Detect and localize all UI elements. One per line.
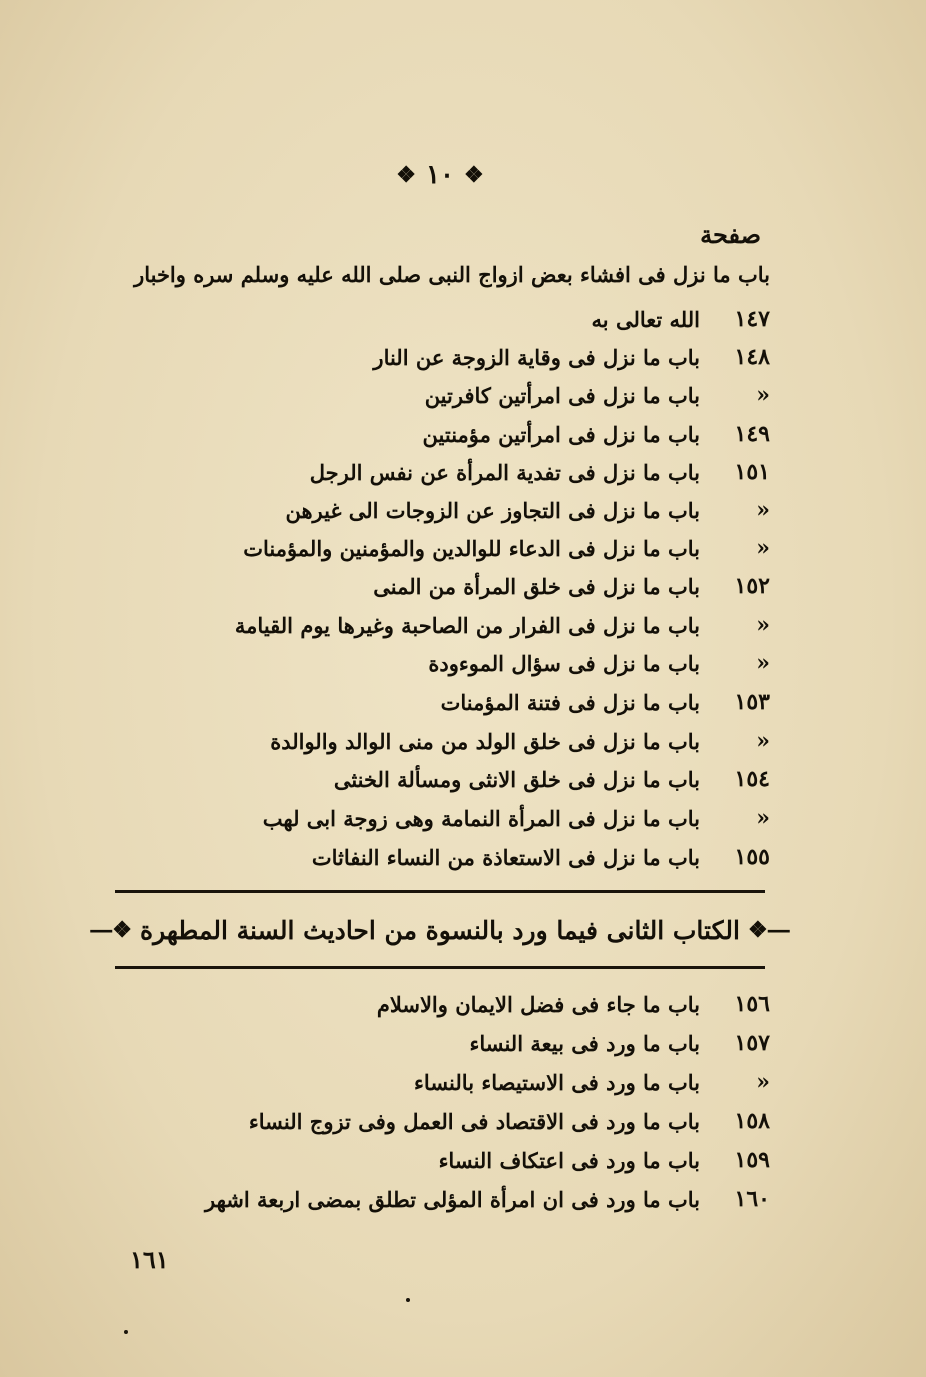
entry-page-number: «	[756, 805, 770, 831]
entry-title: باب ما نزل فى الفرار من الصاحبة وغيرها يوم القيامة	[234, 612, 700, 638]
entry-title: باب ما ورد فى ان امرأة المؤلى تطلق بمضى اربعة اشهر	[205, 1186, 700, 1212]
toc-entry	[110, 1102, 770, 1140]
entry-page-number: ١٥٤	[734, 766, 770, 792]
entry-page-number: ١٥٩	[734, 1147, 770, 1173]
entry-title: باب ما نزل فى سؤال الموءودة	[428, 650, 700, 676]
ornament-left-icon: ❖―	[90, 917, 133, 943]
top-divider	[115, 890, 765, 893]
entry-page-number: ١٥٨	[734, 1108, 770, 1134]
toc-entry	[110, 376, 770, 414]
page-number: ١٦١	[130, 1245, 169, 1274]
entry-title: الله تعالى به	[591, 306, 700, 332]
entry-title: باب ما نزل فى خلق المرأة من المنى	[373, 573, 700, 599]
entry-page-number: «	[756, 382, 770, 408]
header-page-number	[380, 155, 500, 195]
entry-page-number: ١٥١	[734, 459, 770, 485]
entry-title: باب ما نزل فى التجاوز عن الزوجات الى غيرهن	[285, 497, 700, 523]
entry-page-number: «	[756, 1069, 770, 1095]
entry-title: باب ما نزل فى امرأتين كافرتين	[424, 382, 700, 408]
entry-page-number: «	[756, 612, 770, 638]
toc-entry	[110, 683, 770, 721]
ornament-right-icon: ―❖	[747, 917, 790, 943]
toc-entry	[110, 300, 770, 338]
entry-title: باب ما ورد فى بيعة النساء	[469, 1030, 700, 1056]
toc-entry	[110, 1180, 770, 1218]
toc-entry	[110, 799, 770, 837]
toc-entry	[110, 453, 770, 491]
toc-entry	[110, 606, 770, 644]
entry-page-number: ١٥٢	[734, 573, 770, 599]
toc-entry	[110, 644, 770, 682]
intro-line: باب ما نزل فى افشاء بعض ازواج النبى صلى الله عليه وسلم سره واخبار	[134, 262, 770, 287]
toc-entry	[110, 491, 770, 529]
entry-title: باب ما نزل فى الدعاء للوالدين والمؤمنين والمؤمنات	[243, 535, 700, 561]
entry-title: باب ما نزل فى وقاية الزوجة عن النار	[373, 344, 700, 370]
toc-entry	[110, 985, 770, 1023]
toc-entry	[110, 838, 770, 876]
toc-entry	[110, 529, 770, 567]
entry-page-number: «	[756, 650, 770, 676]
toc-entry	[110, 567, 770, 605]
header-number: ١٠	[426, 160, 454, 190]
entry-title: باب ما نزل فى امرأتين مؤمنتين	[422, 421, 700, 447]
entry-page-number: «	[756, 535, 770, 561]
entry-page-number: «	[756, 728, 770, 754]
entry-page-number: ١٤٨	[734, 344, 770, 370]
ornament-left-icon: ❖	[396, 162, 417, 188]
entry-page-number: ١٦٠	[734, 1186, 770, 1212]
toc-entry	[110, 415, 770, 453]
entry-title: باب ما نزل فى تفدية المرأة عن نفس الرجل	[309, 459, 700, 485]
entry-title: باب ما نزل فى خلق الانثى ومسألة الخنثى	[333, 766, 700, 792]
entry-title: باب ما نزل فى الاستعاذة من النساء النفاثات	[311, 844, 700, 870]
toc-entry	[110, 722, 770, 760]
entry-page-number: ١٥٥	[734, 844, 770, 870]
ornament-right-icon: ❖	[463, 162, 484, 188]
entry-title: باب ما ورد فى الاستيصاء بالنساء	[414, 1069, 700, 1095]
entry-title: باب ما ورد فى الاقتصاد فى العمل وفى تزوج النساء	[248, 1108, 700, 1134]
bottom-divider	[115, 966, 765, 969]
entry-page-number: «	[756, 497, 770, 523]
toc-entry	[110, 1141, 770, 1179]
entry-title: باب ما نزل فى المرأة النمامة وهى زوجة ابى لهب	[262, 805, 700, 831]
toc-entry	[110, 338, 770, 376]
entry-page-number: ١٥٧	[734, 1030, 770, 1056]
entry-page-number: ١٥٣	[734, 689, 770, 715]
toc-entry	[110, 1024, 770, 1062]
entry-title: باب ما جاء فى فضل الايمان والاسلام	[376, 991, 700, 1017]
section-heading-text: الكتاب الثانى فيما ورد بالنسوة من احاديث السنة المطهرة	[140, 915, 740, 945]
entry-title: باب ما ورد فى اعتكاف النساء	[438, 1147, 700, 1173]
entry-title: باب ما نزل فى فتنة المؤمنات	[440, 689, 700, 715]
speck	[124, 1330, 128, 1334]
entry-page-number: ١٤٧	[734, 306, 770, 332]
toc-entry	[110, 1063, 770, 1101]
entry-page-number: ١٥٦	[734, 991, 770, 1017]
entry-page-number: ١٤٩	[734, 421, 770, 447]
entry-title: باب ما نزل فى خلق الولد من منى الوالد والوالدة	[270, 728, 700, 754]
toc-entry	[110, 760, 770, 798]
section-heading	[90, 905, 790, 955]
page-column-label: صفحة	[700, 220, 761, 249]
speck	[406, 1298, 410, 1302]
